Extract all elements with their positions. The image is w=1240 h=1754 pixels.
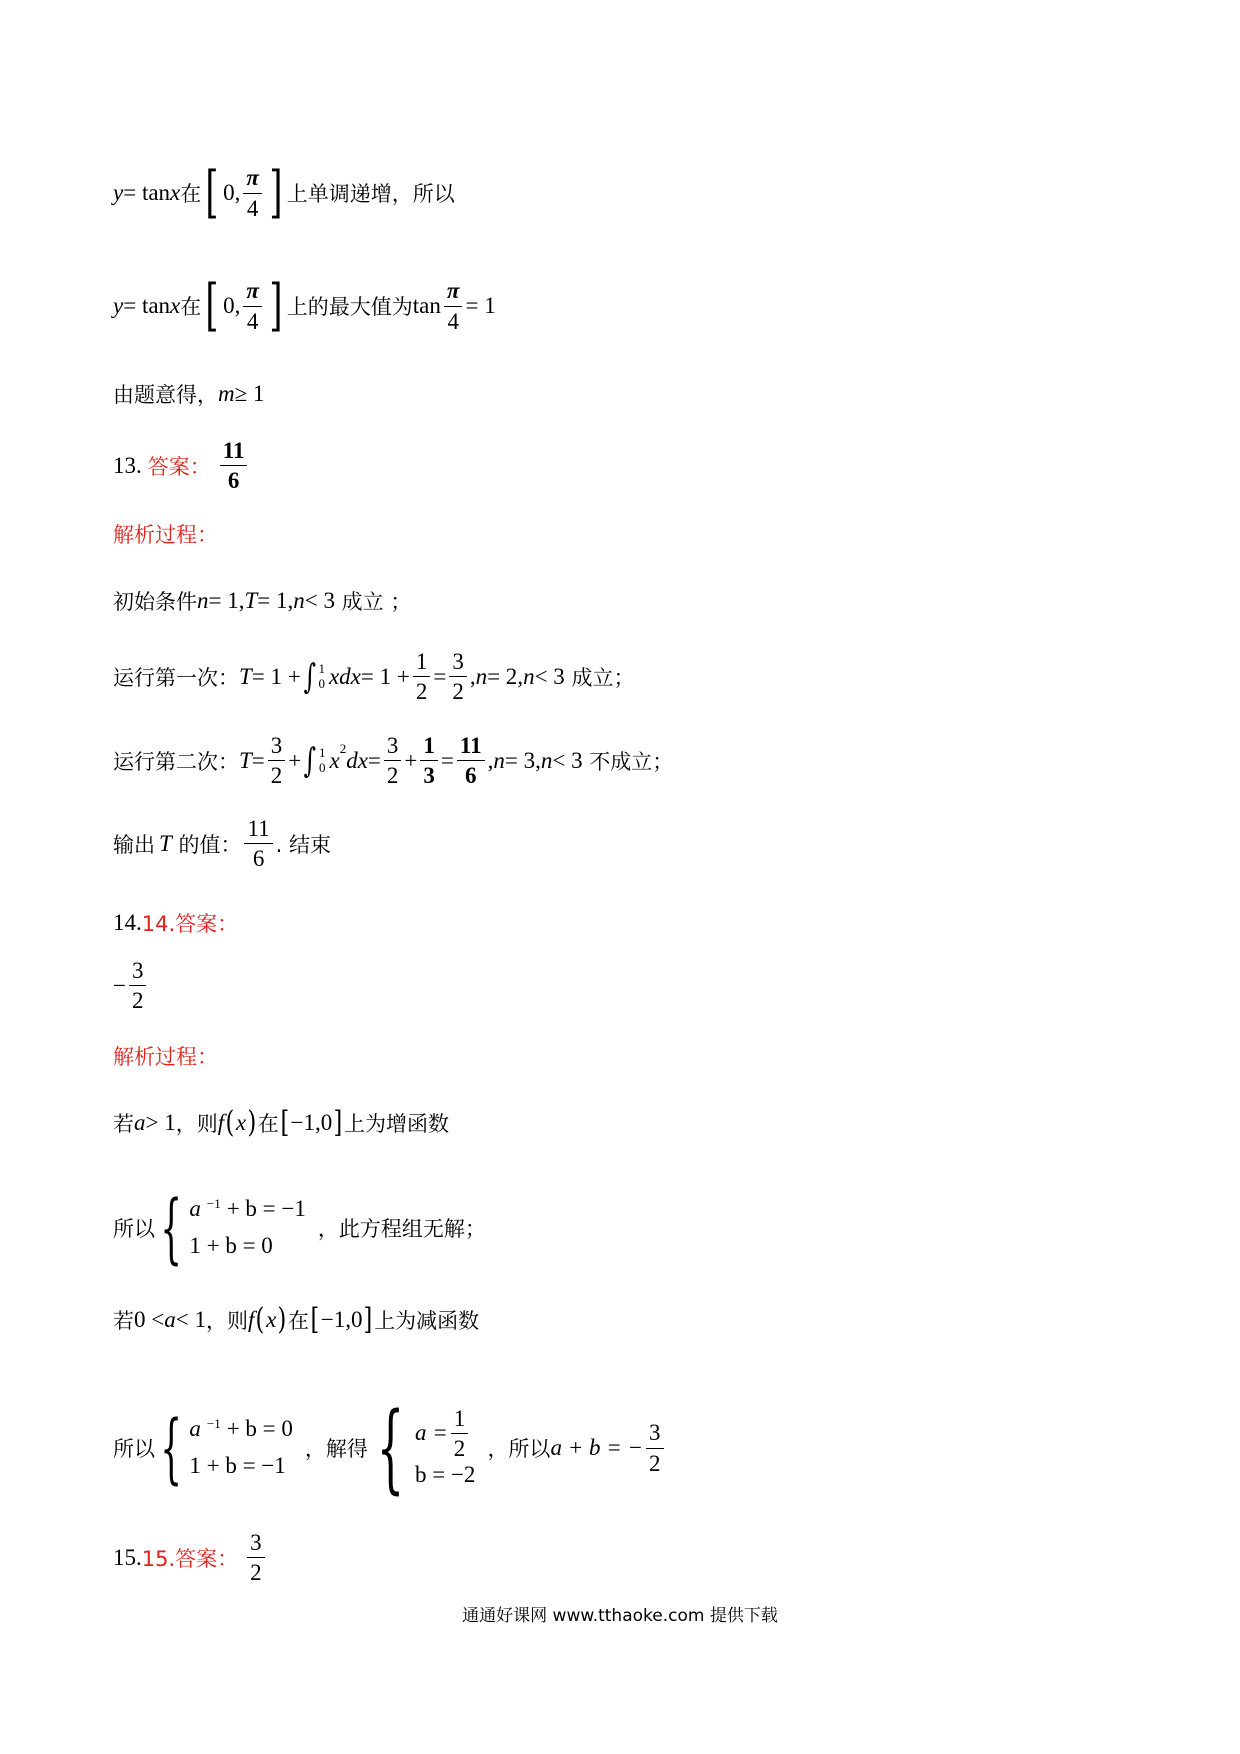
brace-icon: { [160, 1183, 183, 1272]
text: = 3, [504, 747, 541, 773]
var-y: y [113, 180, 124, 205]
text: 上为增函数 [343, 1112, 449, 1136]
text: = 1, [257, 588, 294, 613]
bracket-left-icon: [ [205, 273, 219, 338]
answer-label: 15.答案： [141, 1546, 239, 1571]
var-n: n [293, 588, 305, 613]
var-T: T [244, 588, 258, 613]
q13-answer [113, 438, 250, 494]
equation: a = [414, 1420, 448, 1446]
denominator: 2 [415, 679, 428, 705]
q14-system-2 [113, 1392, 667, 1504]
exponent: −1 [206, 1195, 221, 1211]
text: = tan [123, 180, 171, 205]
var-n: n [523, 663, 535, 689]
text: 0, [223, 293, 241, 318]
text: 0 < [134, 1307, 165, 1332]
q13-run-1: 运行第一次： T = 1 + ∫ 1 0 xdx = 1 + $\frac{1}{2}$ = $\frac{3}{2}$ , n = 2, n < 3 成立； [113, 649, 635, 705]
denominator: 2 [270, 763, 283, 789]
text: = 1 + [251, 663, 301, 689]
numerator: 11 [244, 816, 272, 844]
text: 初始条件 [113, 590, 197, 614]
denominator: 2 [131, 988, 144, 1014]
fraction [420, 733, 438, 789]
numerator: 1 [420, 733, 438, 761]
q14-system-1 [113, 1183, 486, 1272]
numerator: 11 [220, 438, 248, 466]
text: 运行第一次： [113, 665, 239, 690]
var-f: f [247, 1307, 255, 1332]
numerator: π [444, 278, 463, 306]
var-f: f [217, 1110, 225, 1135]
bracket-right-icon: ] [269, 273, 283, 338]
text: = tan [123, 293, 171, 318]
integral-limits [318, 662, 325, 692]
line-m-condition [113, 379, 265, 409]
text: ≥ 1 [234, 381, 265, 406]
denominator: 2 [452, 679, 464, 705]
page-footer: 通通好课网 www.tthaoke.com 提供下载 [462, 1606, 778, 1626]
denominator: 6 [252, 846, 265, 872]
denominator: 4 [246, 308, 259, 334]
answer-label: 14.答案： [141, 912, 239, 936]
brace-icon: { [160, 1403, 183, 1492]
text: = 2, [487, 663, 524, 689]
equation: + b = 0 [226, 1416, 293, 1442]
var-x: x [266, 1307, 277, 1332]
text: = 1 + [360, 663, 410, 689]
text: ，此方程组无解； [317, 1217, 486, 1241]
equation: 1 + b = 0 [189, 1233, 273, 1258]
q15-answer [113, 1530, 268, 1586]
text: 若 [113, 1309, 134, 1333]
text: 在 [257, 1112, 279, 1136]
exponent: −1 [206, 1415, 221, 1431]
solution-system [415, 1406, 475, 1490]
equation: + b = −1 [226, 1196, 306, 1222]
fraction [247, 1530, 265, 1586]
text: 成立 ； [335, 590, 412, 614]
equation: a + b = − [550, 1435, 643, 1460]
question-number: 13. [113, 452, 142, 478]
fraction [243, 165, 262, 221]
question-number: 15. [113, 1544, 142, 1570]
text: 输出 [113, 832, 155, 857]
line-tan-increasing [113, 160, 455, 225]
var-n: n [540, 747, 553, 773]
var-a: a [189, 1196, 201, 1222]
text: 的值： [171, 832, 242, 857]
text: 上的最大值为 [286, 295, 413, 319]
text: xdx [328, 663, 361, 689]
upper-limit: 1 [318, 660, 325, 676]
fraction [449, 649, 467, 705]
fraction [268, 733, 286, 789]
numerator: π [243, 278, 262, 306]
fraction [451, 1406, 469, 1462]
line-tan-max [113, 273, 496, 338]
denominator: 3 [423, 763, 435, 789]
answer-label: 答案： [147, 454, 211, 479]
fraction [444, 278, 463, 334]
text: < 1 [175, 1307, 206, 1332]
numerator: 3 [247, 1530, 265, 1558]
equation-system [189, 1191, 306, 1265]
text: tan [412, 293, 441, 318]
var-a: a [164, 1307, 176, 1332]
var-a: a [134, 1110, 146, 1135]
denominator: 2 [250, 1560, 262, 1586]
lower-limit: 0 [318, 675, 325, 691]
analysis-label: 解析过程： [113, 523, 218, 547]
var-a: a [189, 1416, 201, 1442]
text: = 1, [208, 588, 245, 613]
text: 在 [180, 182, 202, 206]
text: 上为减函数 [374, 1309, 480, 1333]
q14-answer: − $\frac{3}{2}$ [113, 958, 149, 1014]
exponent: 2 [339, 741, 347, 756]
text: ，则 [175, 1112, 218, 1136]
q13-output [113, 816, 331, 872]
text: . 结束 [275, 832, 331, 857]
q14-title [113, 908, 238, 938]
bracket-right-icon: ] [269, 160, 283, 225]
text: 运行第二次： [113, 749, 239, 774]
interval: −1,0 [290, 1110, 333, 1135]
text: 由题意得， [113, 383, 218, 407]
bracket-left-icon: [ [205, 160, 219, 225]
denominator: 4 [447, 308, 459, 334]
q14-case-1: 若 a > 1 ，则 f ( x ) 在 [ −1,0 ] 上为增函数 [113, 1105, 449, 1140]
text: < 3 [304, 588, 335, 613]
fraction [413, 649, 431, 705]
var-n: n [475, 663, 488, 689]
text: ，解得 [304, 1437, 368, 1461]
text: 在 [288, 1309, 310, 1333]
numerator: π [243, 165, 262, 193]
fraction [646, 1420, 664, 1476]
numerator: 1 [451, 1406, 469, 1434]
var-m: m [218, 381, 235, 406]
var-x: x [170, 293, 181, 318]
text: 0, [223, 180, 241, 205]
q14-case-2: 若 0 < a < 1 ，则 f ( x ) 在 [ −1,0 ] 上为减函数 [113, 1302, 480, 1337]
text: 所以 [113, 1437, 155, 1461]
var-T: T [239, 663, 252, 689]
text: ，则 [205, 1309, 248, 1333]
equation-system [189, 1411, 293, 1485]
q13-run-2: 运行第二次： T = $\frac{3}{2}$ + ∫ 1 0 x 2 dx = $\frac{3}{2}$ + $\frac{1}{3}$ = $\frac{11}{6}$ , n = 3, n < 3 不成立； [113, 733, 674, 789]
denominator: 2 [649, 1450, 661, 1476]
text: 若 [113, 1112, 134, 1136]
text: 不成立； [582, 749, 674, 774]
text: 所以 [113, 1217, 155, 1241]
var-y: y [113, 293, 124, 318]
numerator: 1 [413, 649, 431, 677]
denominator: 6 [227, 468, 240, 494]
upper-limit: 1 [318, 744, 326, 760]
var-x: x [329, 747, 340, 773]
numerator: 11 [457, 733, 485, 761]
var-x: x [170, 180, 181, 205]
text: < 3 [534, 663, 565, 689]
text: 上单调递增，所以 [286, 182, 455, 206]
fraction [243, 278, 262, 334]
numerator: 3 [384, 733, 402, 761]
text: = 1 [465, 293, 496, 318]
equation: 1 + b = −1 [189, 1453, 286, 1478]
numerator: 3 [646, 1420, 664, 1448]
denominator: 2 [386, 763, 399, 789]
fraction [244, 816, 272, 872]
var-T: T [159, 830, 172, 856]
var-n: n [493, 747, 505, 773]
text: 在 [180, 295, 202, 319]
text: dx [346, 747, 368, 773]
fraction [457, 733, 485, 789]
var-T: T [239, 747, 252, 773]
var-n: n [197, 588, 209, 613]
denominator: 6 [464, 763, 477, 789]
text: > 1 [145, 1110, 176, 1135]
interval: −1,0 [320, 1307, 363, 1332]
denominator: 4 [246, 195, 259, 221]
integral-icon: ∫ [303, 740, 317, 781]
question-number: 14. [113, 910, 142, 935]
q13-analysis-label [113, 519, 218, 549]
integral-limits [319, 746, 326, 776]
q13-initial-condition [113, 586, 411, 616]
lower-limit: 0 [318, 759, 326, 775]
equation: b = −2 [414, 1462, 476, 1488]
text: ，所以 [487, 1437, 551, 1461]
numerator: 3 [268, 733, 286, 761]
text: < 3 [552, 747, 583, 773]
brace-icon: { [376, 1392, 405, 1504]
numerator: 3 [449, 649, 467, 677]
q14-analysis-label [113, 1041, 218, 1071]
fraction [129, 958, 147, 1014]
denominator: 2 [453, 1436, 466, 1462]
integral-icon: ∫ [303, 656, 316, 697]
numerator: 3 [129, 958, 147, 986]
text: 成立； [564, 665, 635, 690]
analysis-label: 解析过程： [113, 1045, 218, 1069]
fraction [220, 438, 248, 494]
fraction [384, 733, 402, 789]
var-x: x [235, 1110, 247, 1135]
